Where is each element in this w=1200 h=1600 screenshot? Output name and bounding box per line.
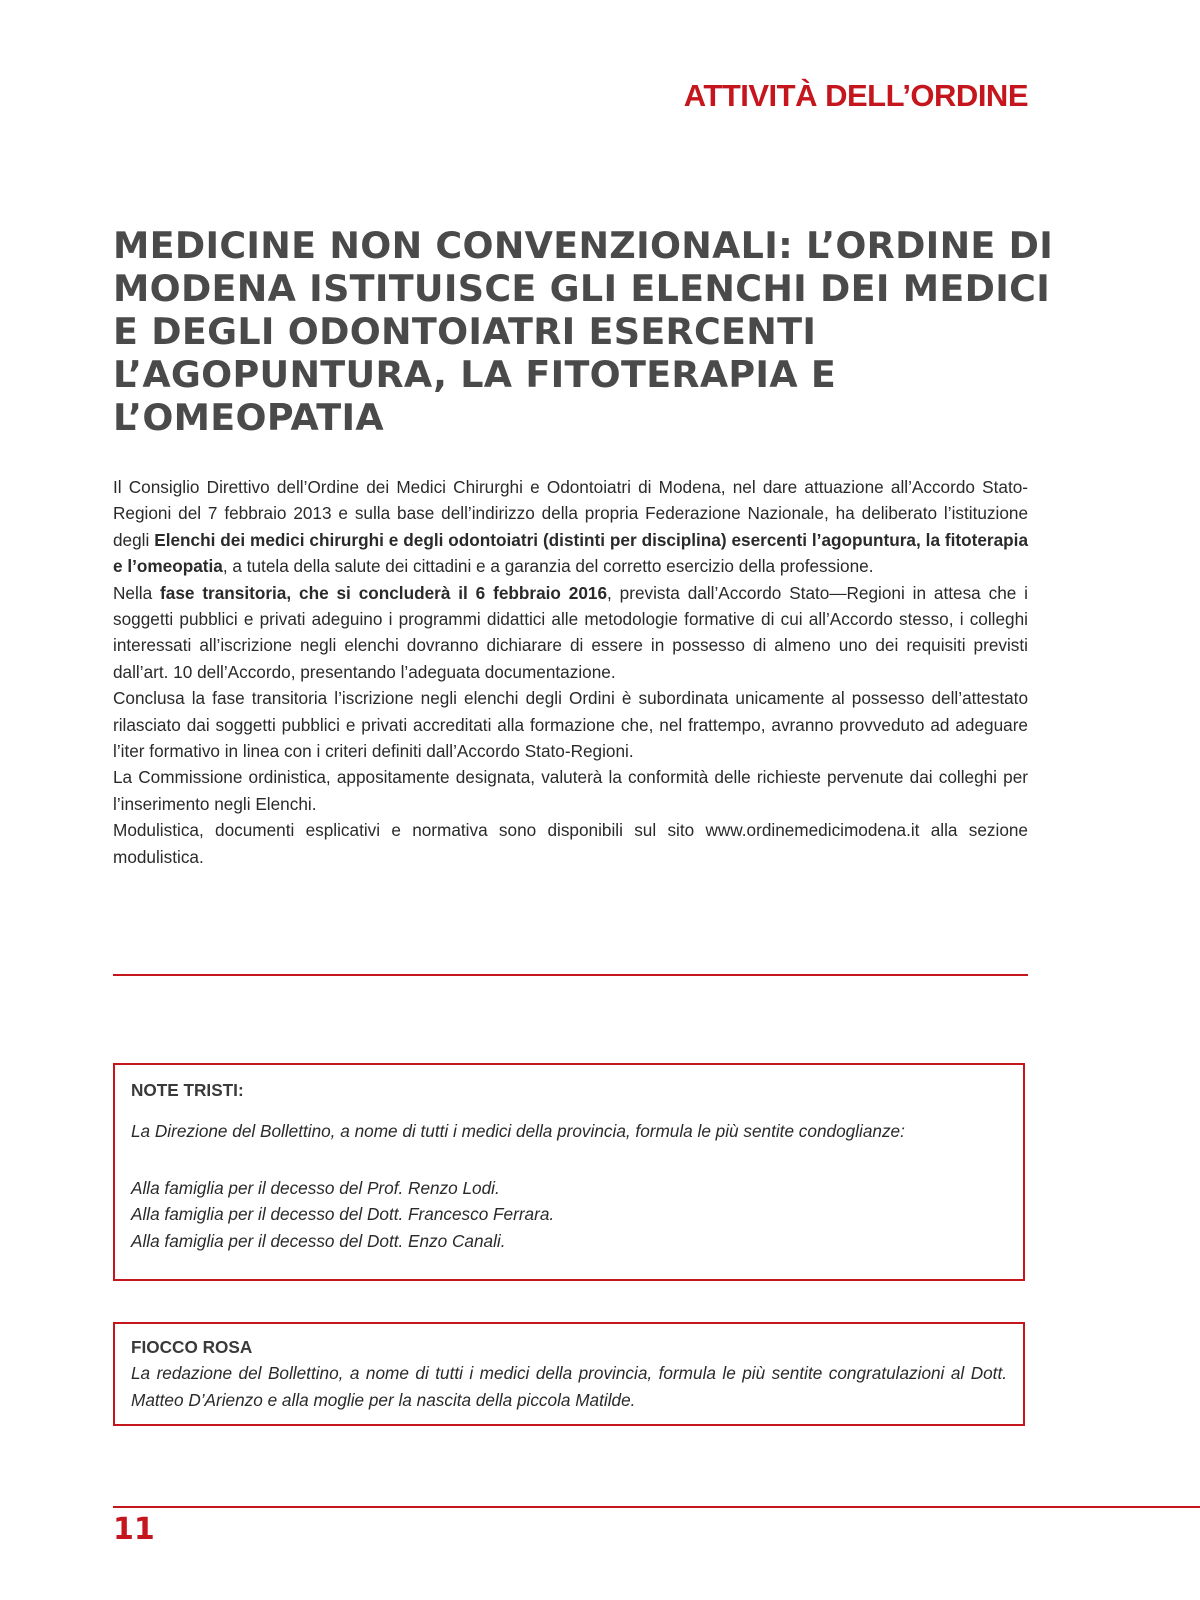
condolence-item: Alla famiglia per il decesso del Dott. Francesco Ferrara. [131,1204,555,1225]
article-title: MEDICINE NON CONVENZIONALI: L’ORDINE DI MODENA ISTITUISCE GLI ELENCHI DEI MEDICI E DEGLI ODONTOIATRI ESERCENTI L’AGOPUNTURA, LA FITOTERAPIA E L’OMEOPATIA [113,224,1054,439]
fiocco-rosa-text: La redazione del Bollettino, a nome di tutti i medici della provincia, formula le più sentite congratulazioni al Dott. Matteo D’Arienzo e alla moglie per la nascita della piccola Matilde. [131,1363,1007,1410]
paragraph-5: Modulistica, documenti esplicativi e normativa sono disponibili sul sito www.ordinemedicimodena.it alla sezione modulistica. [113,820,1028,867]
paragraph-1 [113,474,1028,580]
section-header: ATTIVITÀ DELL’ORDINE [683,78,1028,113]
paragraph-2-text-a: Nella [113,582,161,603]
page-number: 11 [113,1512,155,1547]
note-tristi-box [113,1063,1025,1281]
footer-rule [113,1506,1200,1508]
paragraph-1-bold: Elenchi dei medici chirurghi e degli odontoiatri (distinti per disciplina) esercenti l’agopuntura, la fitoterapia e l’omeopatia [113,529,1028,577]
fiocco-rosa-title: FIOCCO ROSA [131,1337,253,1357]
spacer [131,1145,1007,1175]
article-body [113,474,1028,870]
note-tristi-intro: La Direzione del Bollettino, a nome di tutti i medici della provincia, formula le più sentite condoglianze: [131,1121,905,1142]
paragraph-2 [113,580,1028,686]
paragraph-3: Conclusa la fase transitoria l’iscrizione negli elenchi degli Ordini è subordinata unicamente al possesso dell’attestato rilasciato dai soggetti pubblici e privati accreditati alla formazione che, nel frattempo, avranno provveduto ad adeguare l’iter formativo in linea con i criteri definiti dall’Accordo Stato-Regioni. [113,688,1028,762]
condolence-item: Alla famiglia per il decesso del Dott. Enzo Canali. [131,1230,506,1251]
paragraph-4: La Commissione ordinistica, appositamente designata, valuterà la conformità delle richieste pervenute dai colleghi per l’inserimento negli Elenchi. [113,767,1028,814]
fiocco-rosa-box [113,1322,1025,1426]
paragraph-2-text-c: , prevista dall’Accordo Stato—Regioni in attesa che i soggetti pubblici e privati adeguino i programmi didattici alle metodologie formative di cui all’Accordo stesso, i colleghi interessati all’iscrizione negli elenchi dovranno dichiarare di essere in possesso di almeno uno dei requisiti previsti dall’art. 10 dell’Accordo, presentando l’adeguata documentazione. [113,582,1029,682]
paragraph-1-text-c: , a tutela della salute dei cittadini e a garanzia del corretto esercizio della professione. [222,556,874,577]
note-tristi-title: NOTE TRISTI: [131,1080,244,1100]
condolence-item: Alla famiglia per il decesso del Prof. Renzo Lodi. [131,1177,500,1198]
paragraph-2-bold: fase transitoria, che si concluderà il 6 febbraio 2016 [160,582,608,603]
paragraph-1-text-a: Il Consiglio Direttivo dell’Ordine dei Medici Chirurghi e Odontoiatri di Modena, nel dare attuazione all’Accordo Stato-Regioni del 7 febbraio 2013 e sulla base dell’indirizzo della propria Federazione Nazionale, ha deliberato l’istituzione degli [113,477,1028,550]
section-divider [113,974,1028,976]
